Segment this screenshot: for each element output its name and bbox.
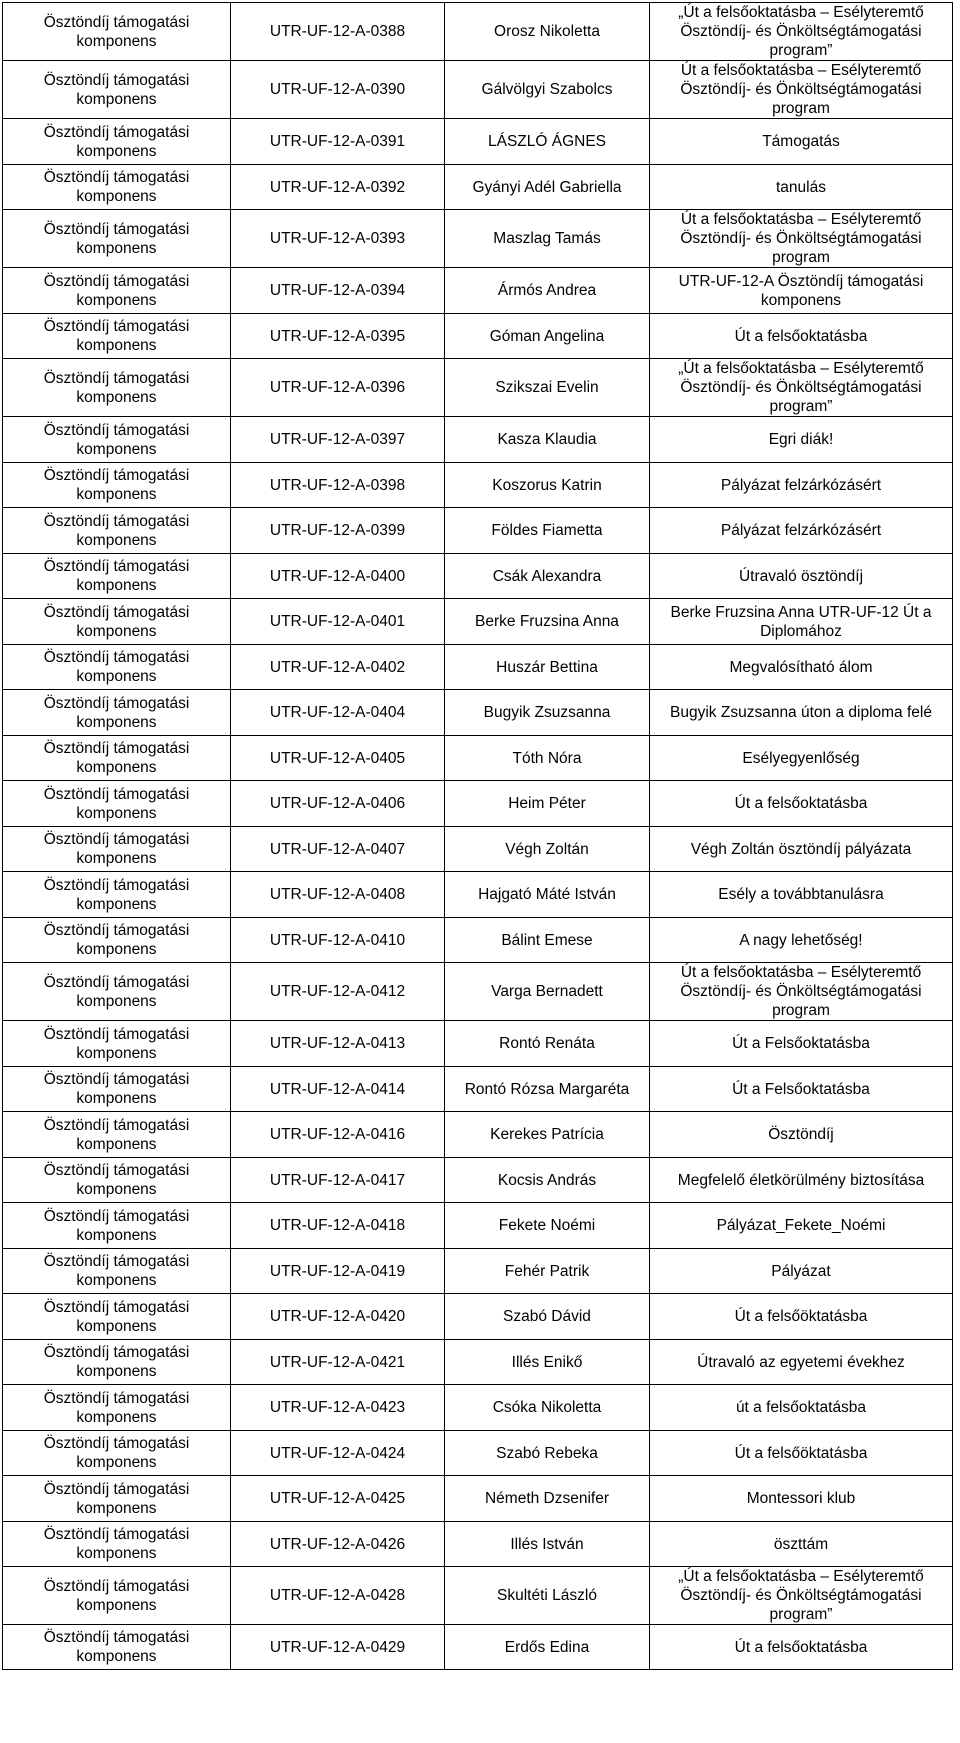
project-title-cell: Megfelelő életkörülmény biztosítása [650, 1158, 953, 1203]
name-cell: Rontó Rózsa Margaréta [445, 1067, 650, 1112]
component-cell: Ösztöndíj támogatási komponens [3, 1249, 231, 1294]
name-cell: Rontó Renáta [445, 1021, 650, 1067]
name-cell: Szabó Dávid [445, 1294, 650, 1340]
table-row [3, 268, 953, 314]
table-row [3, 645, 953, 690]
project-title-cell: Pályázat_Fekete_Noémi [650, 1203, 953, 1249]
code-cell: UTR-UF-12-A-0420 [231, 1294, 445, 1340]
table-row [3, 827, 953, 872]
code-cell: UTR-UF-12-A-0402 [231, 645, 445, 690]
component-cell: Ösztöndíj támogatási komponens [3, 359, 231, 417]
component-cell: Ösztöndíj támogatási komponens [3, 781, 231, 827]
name-cell: Bálint Emese [445, 918, 650, 963]
name-cell: Kocsis András [445, 1158, 650, 1203]
table-row [3, 1625, 953, 1670]
name-cell: Csák Alexandra [445, 554, 650, 599]
component-cell: Ösztöndíj támogatási komponens [3, 918, 231, 963]
code-cell: UTR-UF-12-A-0400 [231, 554, 445, 599]
component-cell: Ösztöndíj támogatási komponens [3, 1625, 231, 1670]
name-cell: Illés István [445, 1522, 650, 1567]
name-cell: Tóth Nóra [445, 736, 650, 781]
code-cell: UTR-UF-12-A-0405 [231, 736, 445, 781]
project-title-cell: Montessori klub [650, 1476, 953, 1522]
name-cell: Csóka Nikoletta [445, 1385, 650, 1431]
component-cell: Ösztöndíj támogatási komponens [3, 268, 231, 314]
component-cell: Ösztöndíj támogatási komponens [3, 463, 231, 508]
table-row [3, 119, 953, 165]
name-cell: Kasza Klaudia [445, 417, 650, 463]
code-cell: UTR-UF-12-A-0424 [231, 1431, 445, 1476]
table-row [3, 1476, 953, 1522]
name-cell: Fehér Patrik [445, 1249, 650, 1294]
component-cell: Ösztöndíj támogatási komponens [3, 1112, 231, 1158]
component-cell: Ösztöndíj támogatási komponens [3, 1567, 231, 1625]
component-cell: Ösztöndíj támogatási komponens [3, 1340, 231, 1385]
project-title-cell: tanulás [650, 165, 953, 210]
name-cell: Varga Bernadett [445, 963, 650, 1021]
table-row [3, 417, 953, 463]
name-cell: Bugyik Zsuzsanna [445, 690, 650, 736]
code-cell: UTR-UF-12-A-0421 [231, 1340, 445, 1385]
component-cell: Ösztöndíj támogatási komponens [3, 314, 231, 359]
table-row [3, 1067, 953, 1112]
project-title-cell: Esély a továbbtanulásra [650, 872, 953, 918]
table-row [3, 872, 953, 918]
name-cell: Németh Dzsenifer [445, 1476, 650, 1522]
name-cell: Góman Angelina [445, 314, 650, 359]
name-cell: Heim Péter [445, 781, 650, 827]
table-row [3, 690, 953, 736]
component-cell: Ösztöndíj támogatási komponens [3, 1385, 231, 1431]
project-title-cell: Megvalósítható álom [650, 645, 953, 690]
project-title-cell: Út a felsőoktatásba [650, 314, 953, 359]
name-cell: Szabó Rebeka [445, 1431, 650, 1476]
code-cell: UTR-UF-12-A-0408 [231, 872, 445, 918]
grant-table-body [3, 3, 953, 1670]
component-cell: Ösztöndíj támogatási komponens [3, 1522, 231, 1567]
table-row [3, 1203, 953, 1249]
component-cell: Ösztöndíj támogatási komponens [3, 690, 231, 736]
project-title-cell: Út a felsőoktatásba – Esélyteremtő Ösztöndíj- és Önköltségtámogatási program [650, 210, 953, 268]
project-title-cell: Út a felsőoktatásba [650, 1625, 953, 1670]
table-row [3, 61, 953, 119]
code-cell: UTR-UF-12-A-0388 [231, 3, 445, 61]
table-row [3, 736, 953, 781]
project-title-cell: „Út a felsőoktatásba – Esélyteremtő Ösztöndíj- és Önköltségtámogatási program” [650, 3, 953, 61]
component-cell: Ösztöndíj támogatási komponens [3, 417, 231, 463]
code-cell: UTR-UF-12-A-0390 [231, 61, 445, 119]
table-row [3, 1158, 953, 1203]
component-cell: Ösztöndíj támogatási komponens [3, 1294, 231, 1340]
code-cell: UTR-UF-12-A-0399 [231, 508, 445, 554]
name-cell: Ármós Andrea [445, 268, 650, 314]
name-cell: Huszár Bettina [445, 645, 650, 690]
project-title-cell: Út a felsőoktatásba – Esélyteremtő Ösztöndíj- és Önköltségtámogatási program [650, 963, 953, 1021]
code-cell: UTR-UF-12-A-0429 [231, 1625, 445, 1670]
name-cell: LÁSZLÓ ÁGNES [445, 119, 650, 165]
code-cell: UTR-UF-12-A-0410 [231, 918, 445, 963]
code-cell: UTR-UF-12-A-0412 [231, 963, 445, 1021]
component-cell: Ösztöndíj támogatási komponens [3, 165, 231, 210]
project-title-cell: „Út a felsőoktatásba – Esélyteremtő Ösztöndíj- és Önköltségtámogatási program” [650, 359, 953, 417]
code-cell: UTR-UF-12-A-0406 [231, 781, 445, 827]
code-cell: UTR-UF-12-A-0426 [231, 1522, 445, 1567]
code-cell: UTR-UF-12-A-0425 [231, 1476, 445, 1522]
project-title-cell: Pályázat felzárkózásért [650, 463, 953, 508]
table-row [3, 3, 953, 61]
name-cell: Berke Fruzsina Anna [445, 599, 650, 645]
code-cell: UTR-UF-12-A-0404 [231, 690, 445, 736]
name-cell: Kerekes Patrícia [445, 1112, 650, 1158]
table-row [3, 1385, 953, 1431]
component-cell: Ösztöndíj támogatási komponens [3, 827, 231, 872]
project-title-cell: Út a felsőoktatásba [650, 781, 953, 827]
table-row [3, 1294, 953, 1340]
code-cell: UTR-UF-12-A-0418 [231, 1203, 445, 1249]
name-cell: Erdős Edina [445, 1625, 650, 1670]
component-cell: Ösztöndíj támogatási komponens [3, 736, 231, 781]
code-cell: UTR-UF-12-A-0417 [231, 1158, 445, 1203]
table-row [3, 210, 953, 268]
code-cell: UTR-UF-12-A-0407 [231, 827, 445, 872]
name-cell: Orosz Nikoletta [445, 3, 650, 61]
name-cell: Végh Zoltán [445, 827, 650, 872]
component-cell: Ösztöndíj támogatási komponens [3, 872, 231, 918]
component-cell: Ösztöndíj támogatási komponens [3, 645, 231, 690]
name-cell: Hajgató Máté István [445, 872, 650, 918]
component-cell: Ösztöndíj támogatási komponens [3, 119, 231, 165]
code-cell: UTR-UF-12-A-0423 [231, 1385, 445, 1431]
component-cell: Ösztöndíj támogatási komponens [3, 1067, 231, 1112]
project-title-cell: Egri diák! [650, 417, 953, 463]
code-cell: UTR-UF-12-A-0393 [231, 210, 445, 268]
code-cell: UTR-UF-12-A-0416 [231, 1112, 445, 1158]
code-cell: UTR-UF-12-A-0392 [231, 165, 445, 210]
project-title-cell: Pályázat [650, 1249, 953, 1294]
table-row [3, 463, 953, 508]
component-cell: Ösztöndíj támogatási komponens [3, 1203, 231, 1249]
component-cell: Ösztöndíj támogatási komponens [3, 963, 231, 1021]
project-title-cell: Pályázat felzárkózásért [650, 508, 953, 554]
name-cell: Földes Fiametta [445, 508, 650, 554]
table-row [3, 963, 953, 1021]
name-cell: Illés Enikő [445, 1340, 650, 1385]
code-cell: UTR-UF-12-A-0396 [231, 359, 445, 417]
table-row [3, 359, 953, 417]
table-row [3, 508, 953, 554]
project-title-cell: Út a felsőoktatásba – Esélyteremtő Ösztöndíj- és Önköltségtámogatási program [650, 61, 953, 119]
code-cell: UTR-UF-12-A-0391 [231, 119, 445, 165]
component-cell: Ösztöndíj támogatási komponens [3, 1021, 231, 1067]
component-cell: Ösztöndíj támogatási komponens [3, 3, 231, 61]
table-row [3, 781, 953, 827]
code-cell: UTR-UF-12-A-0397 [231, 417, 445, 463]
component-cell: Ösztöndíj támogatási komponens [3, 210, 231, 268]
component-cell: Ösztöndíj támogatási komponens [3, 508, 231, 554]
name-cell: Gálvölgyi Szabolcs [445, 61, 650, 119]
name-cell: Gyányi Adél Gabriella [445, 165, 650, 210]
project-title-cell: A nagy lehetőség! [650, 918, 953, 963]
component-cell: Ösztöndíj támogatási komponens [3, 1431, 231, 1476]
name-cell: Fekete Noémi [445, 1203, 650, 1249]
project-title-cell: Út a Felsőoktatásba [650, 1021, 953, 1067]
table-row [3, 1340, 953, 1385]
code-cell: UTR-UF-12-A-0398 [231, 463, 445, 508]
project-title-cell: út a felsőoktatásba [650, 1385, 953, 1431]
table-row [3, 1522, 953, 1567]
table-row [3, 554, 953, 599]
name-cell: Skultéti László [445, 1567, 650, 1625]
table-row [3, 1431, 953, 1476]
project-title-cell: Esélyegyenlőség [650, 736, 953, 781]
project-title-cell: Végh Zoltán ösztöndíj pályázata [650, 827, 953, 872]
project-title-cell: Bugyik Zsuzsanna úton a diploma felé [650, 690, 953, 736]
project-title-cell: Támogatás [650, 119, 953, 165]
name-cell: Koszorus Katrin [445, 463, 650, 508]
table-row [3, 599, 953, 645]
component-cell: Ösztöndíj támogatási komponens [3, 554, 231, 599]
project-title-cell: Útravaló az egyetemi évekhez [650, 1340, 953, 1385]
component-cell: Ösztöndíj támogatási komponens [3, 61, 231, 119]
project-title-cell: öszttám [650, 1522, 953, 1567]
name-cell: Szikszai Evelin [445, 359, 650, 417]
table-row [3, 918, 953, 963]
code-cell: UTR-UF-12-A-0419 [231, 1249, 445, 1294]
code-cell: UTR-UF-12-A-0414 [231, 1067, 445, 1112]
table-row [3, 314, 953, 359]
table-row [3, 1249, 953, 1294]
project-title-cell: UTR-UF-12-A Ösztöndíj támogatási komponens [650, 268, 953, 314]
code-cell: UTR-UF-12-A-0401 [231, 599, 445, 645]
name-cell: Maszlag Tamás [445, 210, 650, 268]
project-title-cell: Útravaló ösztöndíj [650, 554, 953, 599]
table-row [3, 1112, 953, 1158]
component-cell: Ösztöndíj támogatási komponens [3, 1476, 231, 1522]
project-title-cell: Berke Fruzsina Anna UTR-UF-12 Út a Diplomához [650, 599, 953, 645]
grant-table [2, 2, 953, 1670]
code-cell: UTR-UF-12-A-0395 [231, 314, 445, 359]
table-row [3, 165, 953, 210]
code-cell: UTR-UF-12-A-0428 [231, 1567, 445, 1625]
component-cell: Ösztöndíj támogatási komponens [3, 1158, 231, 1203]
code-cell: UTR-UF-12-A-0394 [231, 268, 445, 314]
project-title-cell: Út a felsőöktatásba [650, 1294, 953, 1340]
project-title-cell: Út a felsőöktatásba [650, 1431, 953, 1476]
table-row [3, 1021, 953, 1067]
project-title-cell: Út a Felsőoktatásba [650, 1067, 953, 1112]
code-cell: UTR-UF-12-A-0413 [231, 1021, 445, 1067]
project-title-cell: Ösztöndíj [650, 1112, 953, 1158]
table-row [3, 1567, 953, 1625]
project-title-cell: „Út a felsőoktatásba – Esélyteremtő Ösztöndíj- és Önköltségtámogatási program” [650, 1567, 953, 1625]
component-cell: Ösztöndíj támogatási komponens [3, 599, 231, 645]
